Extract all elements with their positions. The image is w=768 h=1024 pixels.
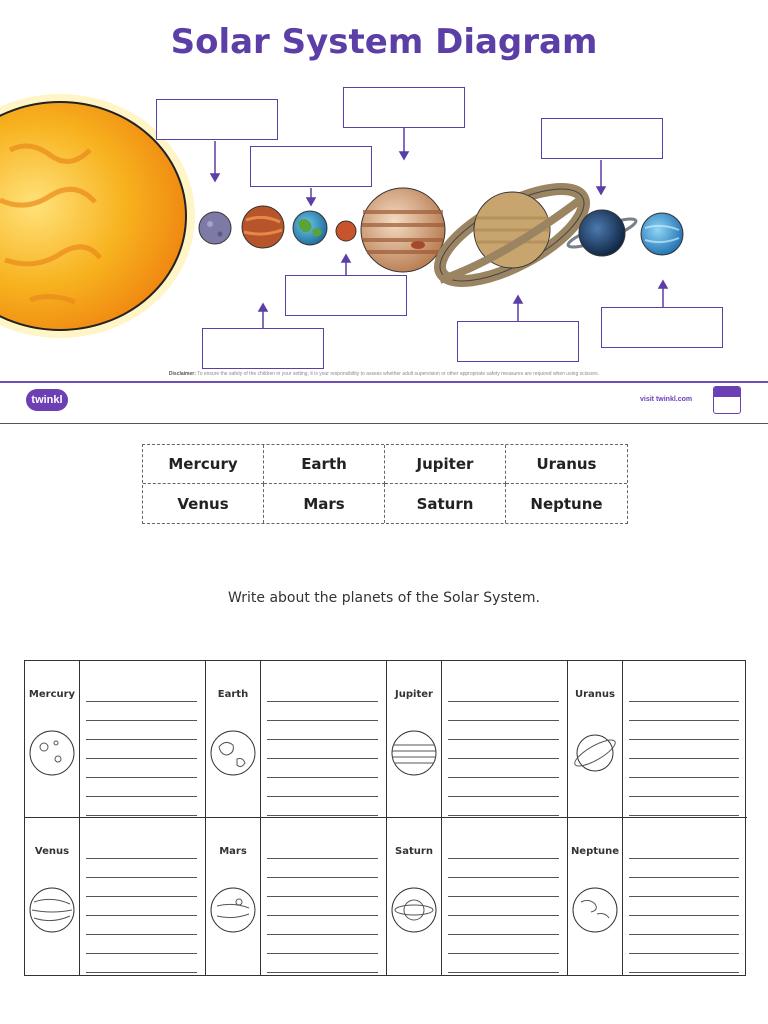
visit-link[interactable]: visit twinkl.com xyxy=(640,396,693,403)
mercury-illustration xyxy=(199,212,231,244)
earth-illustration xyxy=(293,211,327,245)
word-venus[interactable]: Venus xyxy=(143,484,264,523)
writing-lines-mercury[interactable] xyxy=(80,661,206,818)
planet-name-neptune: Neptune xyxy=(570,846,620,857)
page-title: Solar System Diagram xyxy=(170,22,598,62)
page-divider xyxy=(0,423,768,424)
jupiter-illustration xyxy=(361,188,445,272)
planet-cell-venus xyxy=(25,818,80,975)
word-jupiter[interactable]: Jupiter xyxy=(385,445,506,484)
label-box-mars[interactable] xyxy=(285,275,407,316)
word-mercury[interactable]: Mercury xyxy=(143,445,264,484)
word-neptune[interactable]: Neptune xyxy=(530,494,603,513)
word-uranus[interactable]: Uranus xyxy=(506,445,627,484)
mercury-outline xyxy=(28,729,76,777)
planet-cell-jupiter xyxy=(387,661,442,818)
planet-name-mercury: Mercury xyxy=(28,689,76,700)
mars-illustration xyxy=(336,221,356,241)
writing-lines-mars[interactable] xyxy=(261,818,387,975)
writing-lines-neptune[interactable] xyxy=(623,818,747,975)
neptune-outline xyxy=(571,886,619,934)
writing-lines-earth[interactable] xyxy=(261,661,387,818)
word-earth[interactable]: Earth xyxy=(264,445,385,484)
writing-lines-uranus[interactable] xyxy=(623,661,747,818)
venus-outline xyxy=(28,886,76,934)
disclaimer-text: To ensure the safety of the children in your setting, it is your responsibility to assess whether adult supervision or other appropriate safety measures are required when using scissors. xyxy=(197,371,600,377)
word-bank xyxy=(142,444,628,524)
writing-table xyxy=(24,660,746,976)
planet-name-jupiter: Jupiter xyxy=(395,689,433,700)
disclaimer xyxy=(0,371,768,377)
label-box-uranus[interactable] xyxy=(541,118,663,159)
planet-name-saturn: Saturn xyxy=(395,846,433,857)
planet-name-earth: Earth xyxy=(217,689,249,700)
instruction-text: Write about the planets of the Solar System. xyxy=(228,590,540,606)
planet-name-uranus: Uranus xyxy=(575,689,615,700)
writing-lines-venus[interactable] xyxy=(80,818,206,975)
saturn-outline xyxy=(390,886,438,934)
label-box-jupiter[interactable] xyxy=(343,87,465,128)
planet-cell-mercury xyxy=(25,661,80,818)
mars-outline xyxy=(209,886,257,934)
label-box-saturn[interactable] xyxy=(457,321,579,362)
footer-rule xyxy=(0,381,768,383)
writing-lines-jupiter[interactable] xyxy=(442,661,568,818)
venus-illustration xyxy=(242,206,284,248)
writing-lines-saturn[interactable] xyxy=(442,818,568,975)
jupiter-outline xyxy=(390,729,438,777)
neptune-illustration xyxy=(641,213,683,255)
word-mars[interactable]: Mars xyxy=(264,484,385,523)
planet-cell-mars xyxy=(206,818,261,975)
label-box-mercury[interactable] xyxy=(156,99,278,140)
uranus-outline xyxy=(571,729,619,777)
twinkl-logo: twinkl xyxy=(26,389,68,411)
earth-outline xyxy=(209,729,257,777)
badge-top xyxy=(714,387,740,397)
planet-cell-uranus xyxy=(568,661,623,818)
label-box-neptune[interactable] xyxy=(601,307,723,348)
disclaimer-label: Disclaimer: xyxy=(168,371,196,377)
planet-name-venus: Venus xyxy=(34,846,70,857)
planet-cell-saturn xyxy=(387,818,442,975)
planet-name-mars: Mars xyxy=(219,846,247,857)
saturn-illustration xyxy=(427,171,596,299)
label-box-earth[interactable] xyxy=(250,146,372,187)
twinkl-badge xyxy=(713,386,741,414)
planet-cell-neptune xyxy=(568,818,623,975)
planet-cell-earth xyxy=(206,661,261,818)
label-box-venus[interactable] xyxy=(202,328,324,369)
word-saturn[interactable]: Saturn xyxy=(385,484,506,523)
